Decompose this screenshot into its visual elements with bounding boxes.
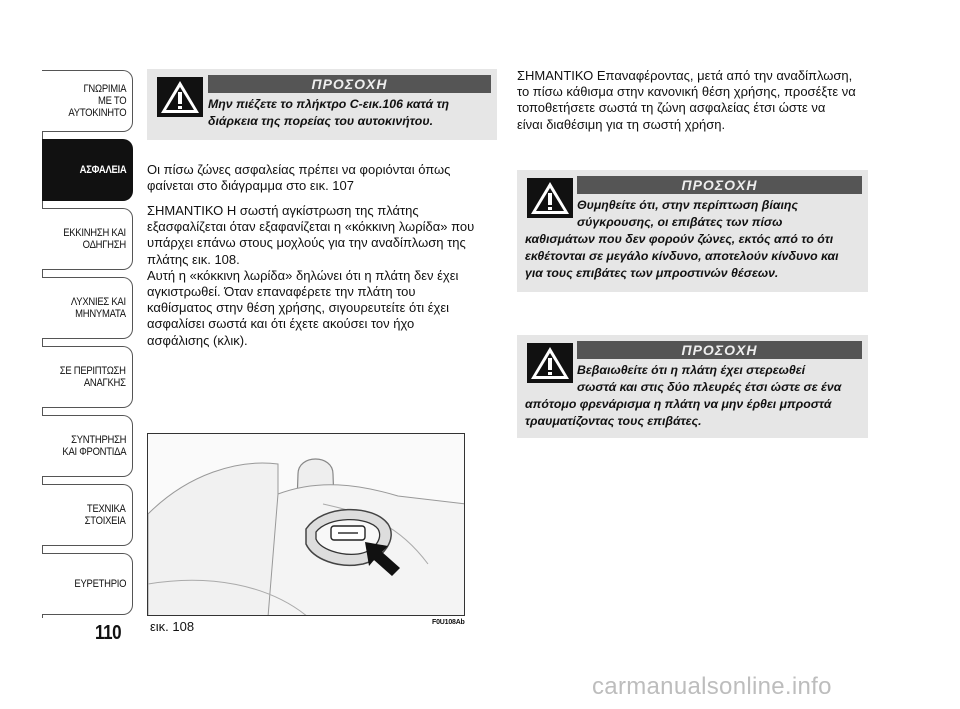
tab-lights-messages[interactable] [42,277,133,339]
warning-icon [527,178,573,218]
warning-box-button [147,69,497,140]
figure-code: F0U108Ab [432,619,465,626]
figure-seat-latch [147,433,465,616]
text-backrest-latch: ΣΗΜΑΝΤΙΚΟ Η σωστή αγκίστρωση της πλάτης εξασφαλίζεται όταν εξαφανίζεται η «κόκκινη λωρίδα» που υπάρχει επάνω στους μοχλούς για την αναδίπλωση της πλάτης εικ. 108. Αυτή η «κόκκινη λωρίδα» δηλώνει ότι η πλάτη δεν έχει αγκιστρωθεί. Όταν επαναφέρετε την πλάτη του καθίσματος στην θέση χρήσης, σιγουρευτείτε ότι έχει ασφαλίσει σωστά και ότι έχετε ακούσει τον ήχο ασφάλισης (κλικ). [147,203,475,348]
warning-title: ΠΡΟΣΟΧΗ [577,341,862,359]
warning-box-backrest [517,335,868,438]
warning-title: ΠΡΟΣΟΧΗ [208,75,491,93]
tab-getting-to-know[interactable] [42,70,133,132]
tab-label: ΤΕΧΝΙΚΑ ΣΤΟΙΧΕΙΑ [85,503,126,527]
tab-emergency[interactable] [42,346,133,408]
tab-label: ΣΕ ΠΕΡΙΠΤΩΣΗ ΑΝΑΓΚΗΣ [60,365,126,389]
tab-label: ΕΚΚΙΝΗΣΗ ΚΑΙ ΟΔΗΓΗΣΗ [63,227,126,251]
page-number: 110 [95,622,122,644]
warning-icon [157,77,203,117]
tab-safety[interactable] [42,139,133,201]
warning-text-rest: απότομο φρενάρισμα η πλάτη να μην έρθει μπροστά τραυματίζοντας τους επιβάτες. [525,397,832,428]
tab-label: ΛΥΧΝΙΕΣ ΚΑΙ ΜΗΝΥΜΑΤΑ [71,296,126,320]
warning-title: ΠΡΟΣΟΧΗ [577,176,862,194]
figure-caption: εικ. 108 [150,619,195,634]
tab-maintenance[interactable] [42,415,133,477]
watermark: carmanualsonline.info [592,673,832,700]
warning-text: Μην πιέζετε το πλήκτρο C-εικ.106 κατά τη διάρκεια της πορείας του αυτοκινήτου. [208,97,450,128]
warning-icon [527,343,573,383]
tab-label: ΣΥΝΤΗΡΗΣΗ ΚΑΙ ΦΡΟΝΤΙΔΑ [62,434,126,458]
text-belt-position: ΣΗΜΑΝΤΙΚΟ Επαναφέροντας, μετά από την αναδίπλωση, το πίσω κάθισμα στην κανονική θέση χρήσης, προσέξτε να τοποθετήσετε σωστά τη ζώνη ασφαλείας έτσι ώστε να είναι διαθέσιμη για τη σωστή χρήση. [517,68,856,132]
warning-box-unbelted [517,170,868,292]
tab-index[interactable] [42,553,133,615]
seat-latch-illustration [148,434,465,616]
warning-text-intro: Βεβαιωθείτε ότι η πλάτη έχει στερεωθεί σωστά και στις δύο πλευρές έτσι ώστε σε ένα [577,363,842,394]
tab-label: ΓΝΩΡΙΜΙΑ ΜΕ ΤΟ ΑΥΤΟΚΙΝΗΤΟ [68,83,126,119]
tab-label: ΕΥΡΕΤΗΡΙΟ [74,578,126,590]
tab-technical-data[interactable] [42,484,133,546]
warning-text-intro: Θυμηθείτε ότι, στην περίπτωση βίαιης σύγκρουσης, οι επιβάτες των πίσω [577,198,798,229]
tab-starting-driving[interactable] [42,208,133,270]
warning-text-rest: καθισμάτων που δεν φορούν ζώνες, εκτός από το ότι εκθέτονται σε μεγάλο κίνδυνο, αποτελούν κίνδυνο και για τους επιβάτες των μπροστινών θέσεων. [525,232,839,280]
tab-label: ΑΣΦΑΛΕΙΑ [79,164,126,176]
text-belt-usage: Οι πίσω ζώνες ασφαλείας πρέπει να φοριόνται όπως φαίνεται στο διάγραμμα στο εικ. 107 [147,162,451,194]
